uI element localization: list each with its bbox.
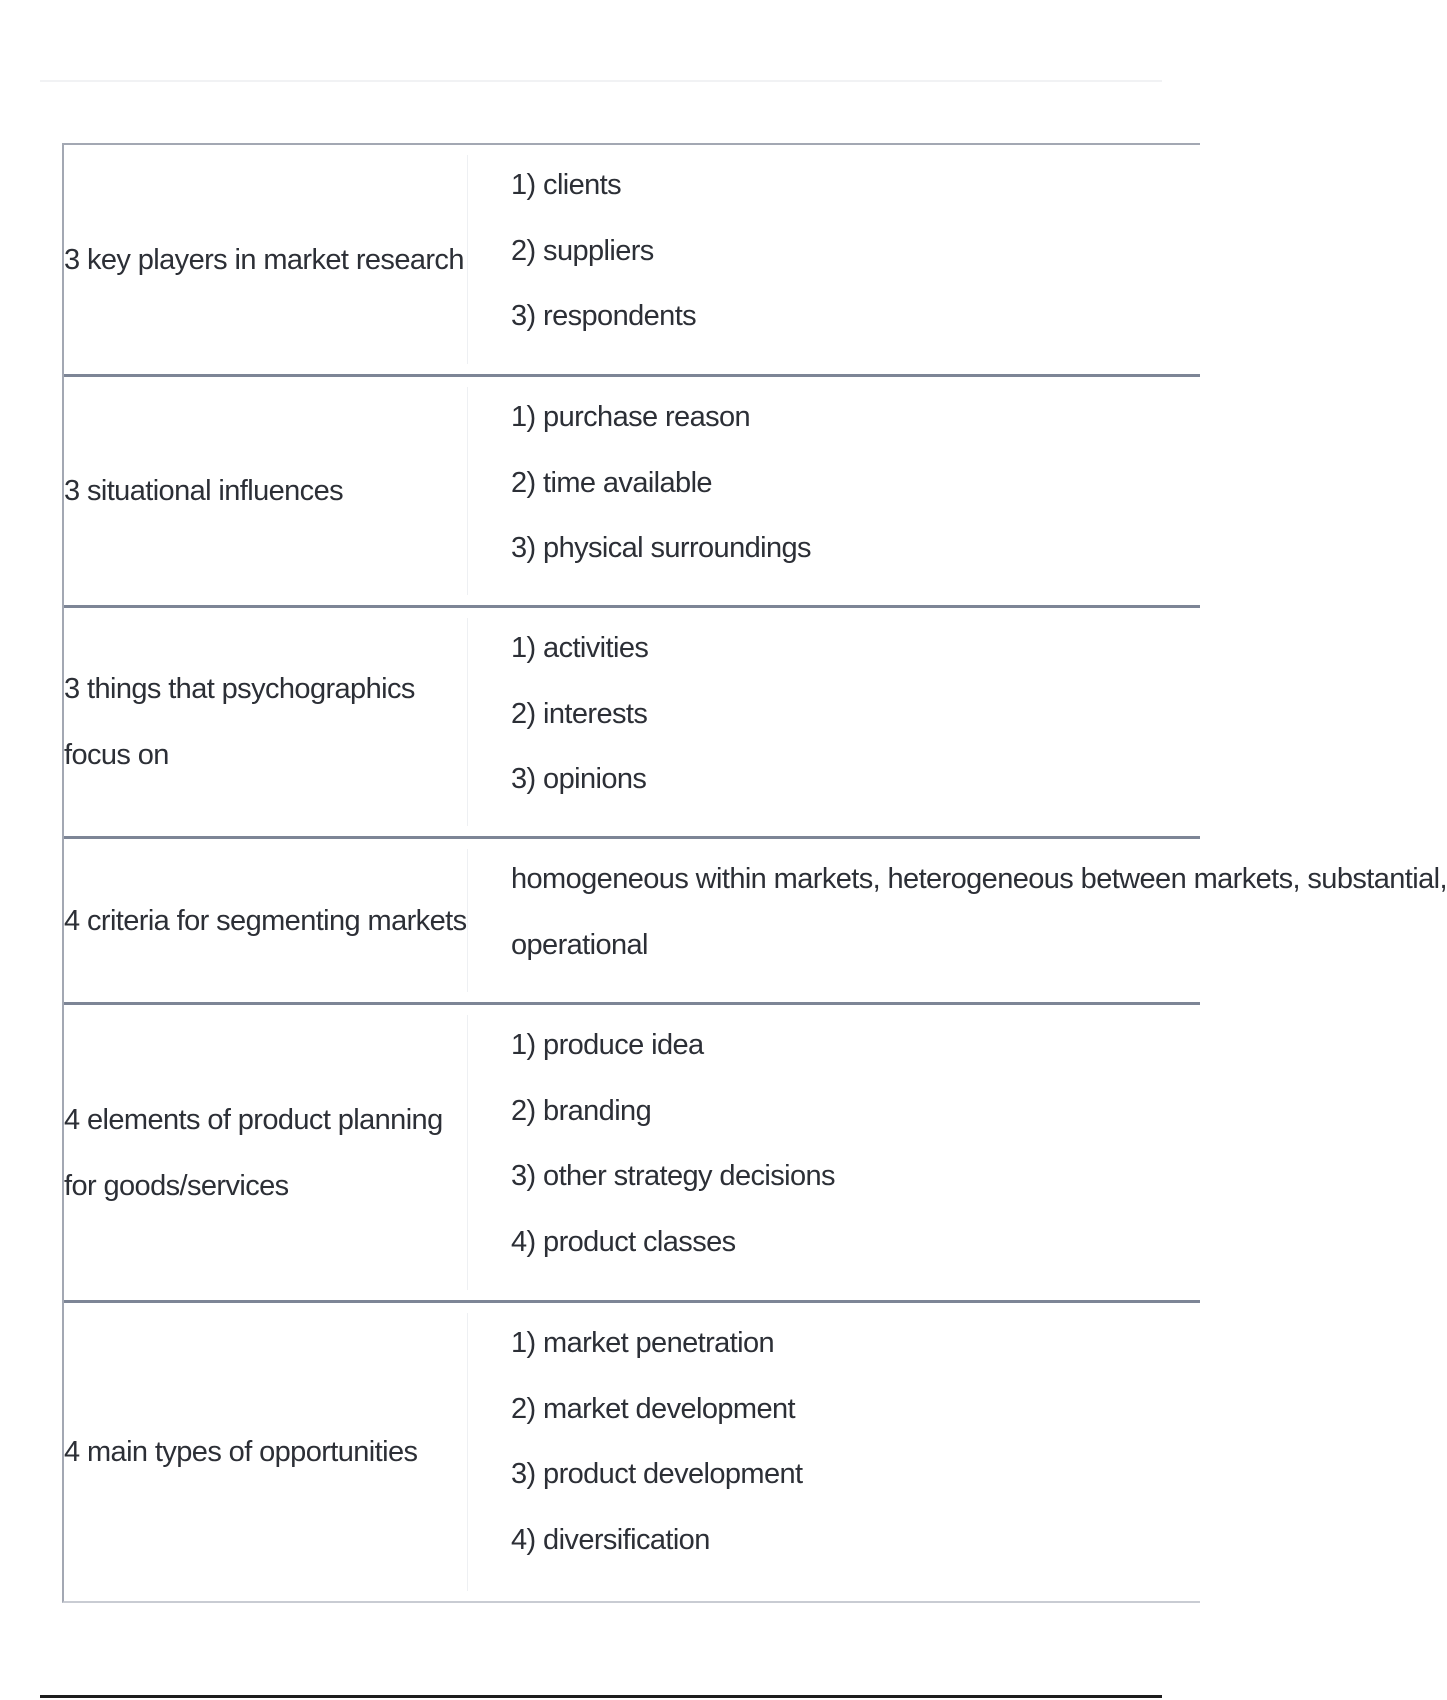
definition-cell xyxy=(468,145,1200,374)
definition-line: 4) product classes xyxy=(511,1225,736,1258)
definition-cell xyxy=(468,377,1200,605)
term-text: 4 main types of opportunities xyxy=(64,1436,418,1468)
definition-line: 1) market penetration xyxy=(511,1327,775,1359)
term-text: 3 key players in market research xyxy=(64,243,464,276)
flashcard-row xyxy=(64,608,1200,839)
flashcard-row xyxy=(64,839,1447,1005)
definition-line: 2) time available xyxy=(511,466,712,499)
term-cell xyxy=(64,145,467,374)
definition-line: operational xyxy=(511,928,648,961)
flashcard-row xyxy=(64,377,1200,608)
definition-line: 1) clients xyxy=(511,169,622,201)
definition-line: 2) market development xyxy=(511,1392,795,1425)
term-cell xyxy=(64,1005,467,1300)
definition-cell xyxy=(468,1303,1200,1601)
definition-line: 1) purchase reason xyxy=(511,401,751,433)
term-text: 4 criteria for segmenting markets xyxy=(64,904,467,937)
definition-line: 3) other strategy decisions xyxy=(511,1160,835,1192)
term-text: 3 situational influences xyxy=(64,475,344,507)
definition-line: 3) respondents xyxy=(511,300,697,332)
term-cell xyxy=(64,608,467,836)
flashcard-table xyxy=(62,143,1447,1603)
term-text: 3 things that psychographics focus on xyxy=(64,673,415,771)
definition-line: 3) opinions xyxy=(511,763,647,795)
bottom-divider xyxy=(40,1695,1162,1698)
term-cell xyxy=(64,1303,467,1601)
definition-cell xyxy=(468,608,1200,836)
flashcard-row xyxy=(64,1005,1200,1303)
definition-cell xyxy=(468,1005,1200,1300)
flashcard-row xyxy=(64,1303,1200,1601)
definition-line: 1) produce idea xyxy=(511,1029,704,1061)
definition-line: homogeneous within markets, heterogeneous between markets, substantial, xyxy=(511,863,1447,895)
definition-line: 2) interests xyxy=(511,697,648,730)
term-cell xyxy=(64,377,467,605)
definition-line: 2) branding xyxy=(511,1094,652,1127)
definition-line: 1) activities xyxy=(511,632,649,664)
definition-cell xyxy=(468,839,1447,1002)
definition-line: 3) product development xyxy=(511,1458,803,1490)
term-cell xyxy=(64,839,467,1002)
flashcard-row xyxy=(64,145,1200,377)
definition-line: 3) physical surroundings xyxy=(511,532,811,564)
term-text: 4 elements of product planning for goods/services xyxy=(64,1103,443,1202)
definition-line: 2) suppliers xyxy=(511,234,654,267)
top-divider xyxy=(40,80,1162,82)
definition-line: 4) diversification xyxy=(511,1523,710,1556)
